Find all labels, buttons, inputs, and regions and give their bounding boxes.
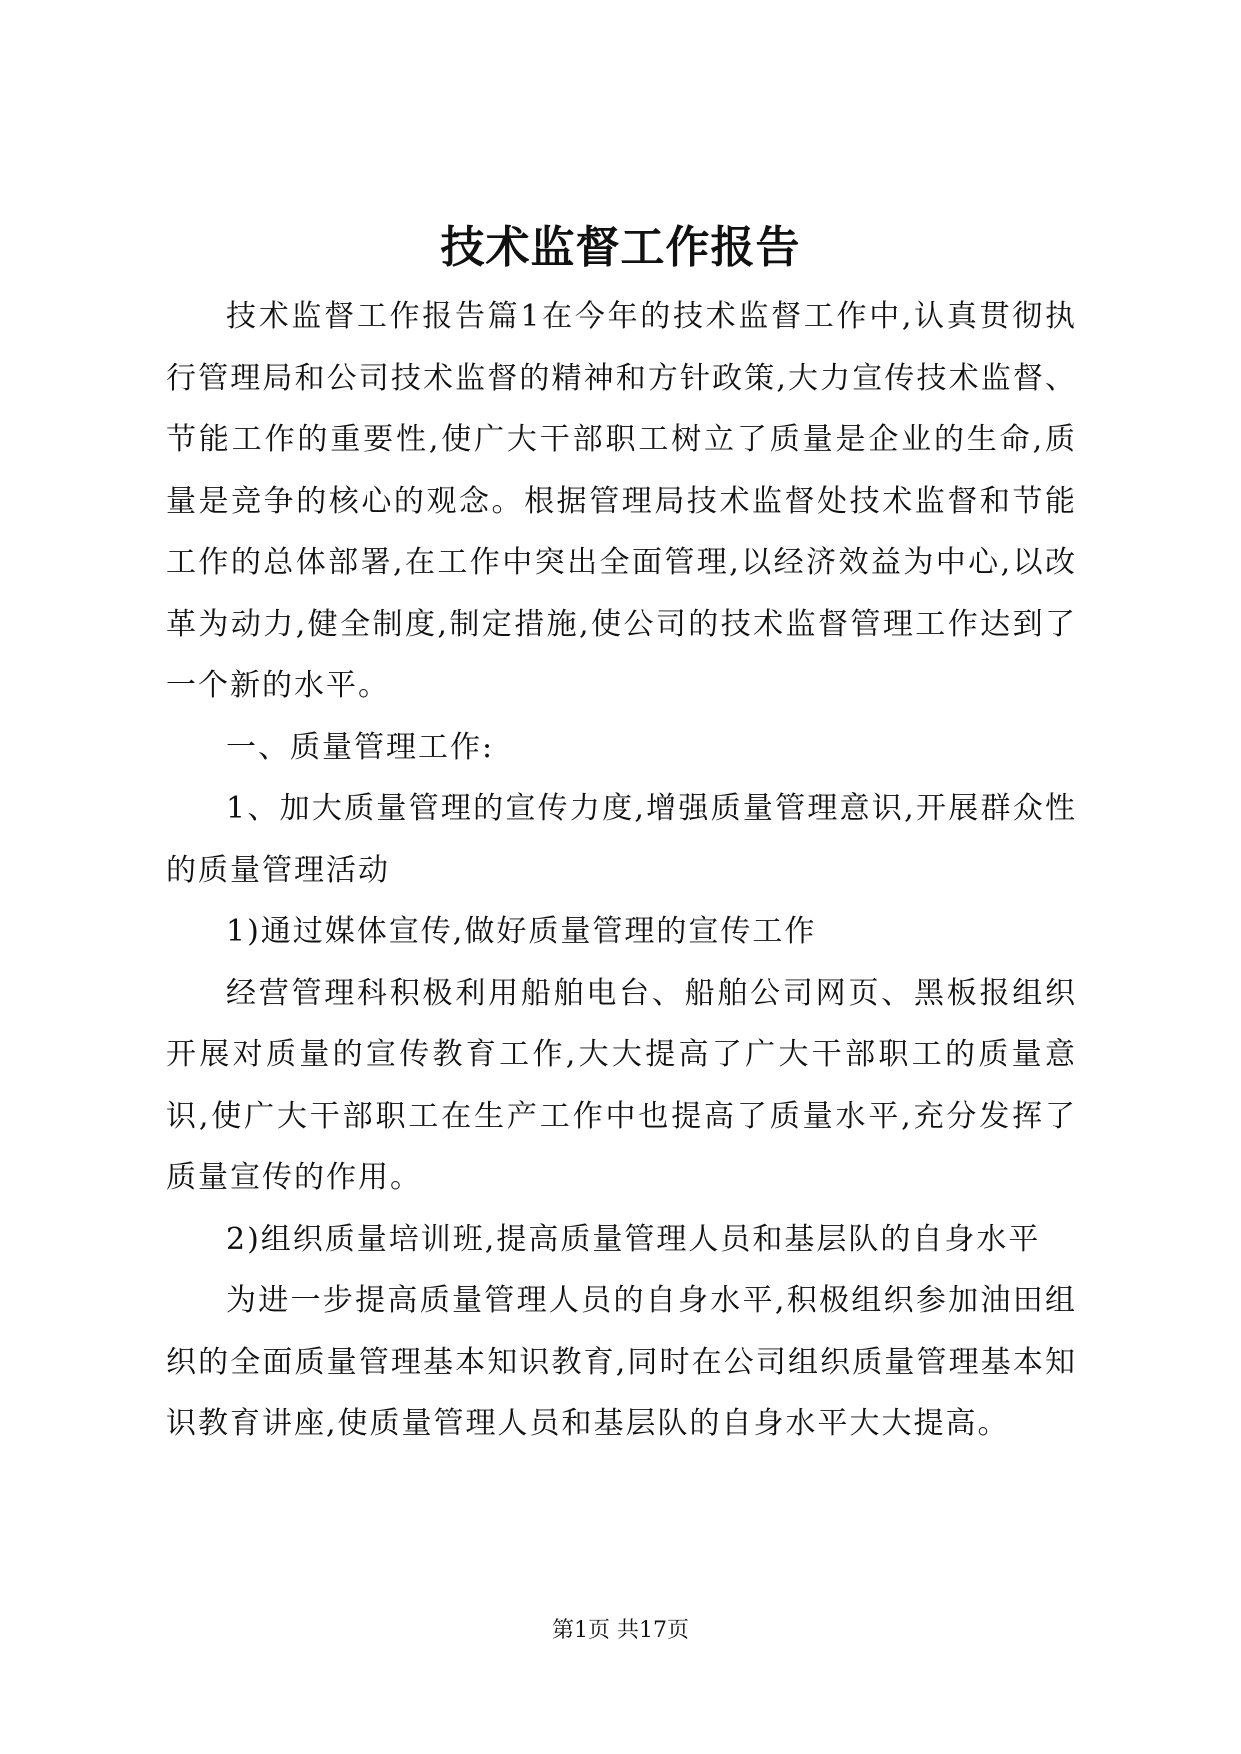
paragraph-media-publicity: 经营管理科积极利用船舶电台、船舶公司网页、黑板报组织开展对质量的宣传教育工作,大大提高了广大干部职工的质量意识,使广大干部职工在生产工作中也提高了质量水平,充分发挥了质量宣传的作用。 [166, 975, 1077, 1195]
item-heading-2: 2)组织质量培训班,提高质量管理人员和基层队的自身水平 [226, 1221, 1041, 1257]
subsection-heading-1: 1、加大质量管理的宣传力度,增强质量管理意识,开展群众性的质量管理活动 [166, 791, 1077, 888]
document-body [166, 286, 1077, 1455]
page-footer: 第1页 共17页 [552, 1618, 689, 1643]
document-title: 技术监督工作报告 [440, 222, 801, 273]
section-heading-quality-management: 一、质量管理工作: [226, 729, 495, 765]
paragraph-intro: 技术监督工作报告篇1在今年的技术监督工作中,认真贯彻执行管理局和公司技术监督的精神和方针政策,大力宣传技术监督、节能工作的重要性,使广大干部职工树立了质量是企业的生命,质量是竞争的核心的观念。根据管理局技术监督处技术监督和节能工作的总体部署,在工作中突出全面管理,以经济效益为中心,以改革为动力,健全制度,制定措施,使公司的技术监督管理工作达到了一个新的水平。 [166, 299, 1077, 703]
item-heading-1: 1)通过媒体宣传,做好质量管理的宣传工作 [226, 914, 817, 949]
paragraph-training: 为进一步提高质量管理人员的自身水平,积极组织参加油田组织的全面质量管理基本知识教育,同时在公司组织质量管理基本知识教育讲座,使质量管理人员和基层队的自身水平大大提高。 [166, 1283, 1077, 1441]
